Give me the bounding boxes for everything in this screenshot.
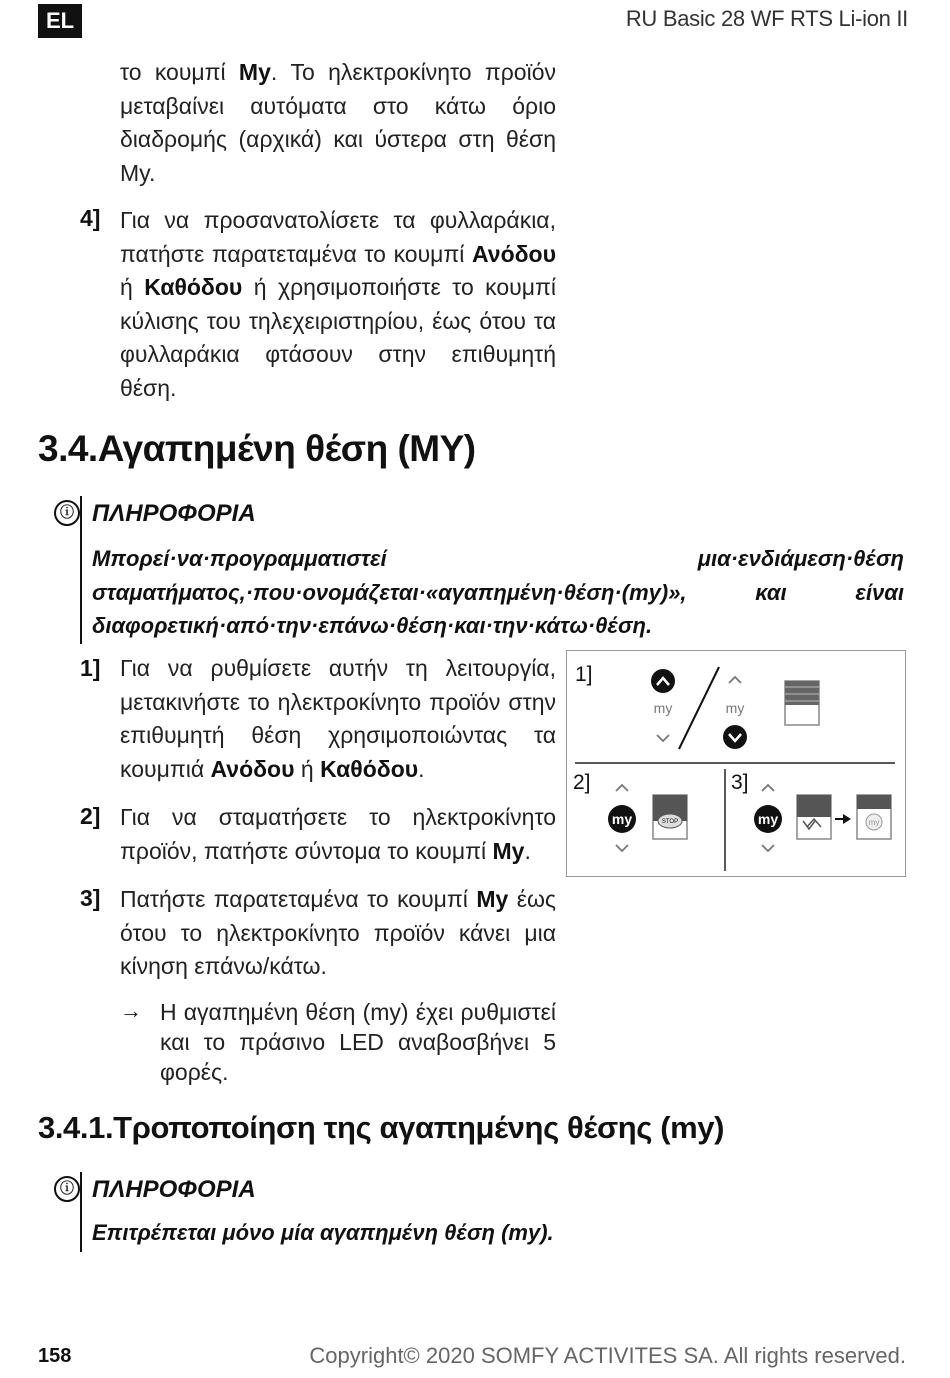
my-label: my — [725, 700, 745, 716]
result-arrow: → — [120, 998, 142, 1023]
info-divider — [80, 1172, 82, 1252]
step-number: 1] — [80, 655, 101, 681]
info-text: Μπορεί·να·προγραμματιστεί μια·ενδιάμεση·θέση σταματήματος,·που·ονομάζεται·«αγαπημένη·θέση·(my)», και είναι διαφορετική·από·την·επάνω·θέση·και·την·κάτω·θέση. — [92, 546, 904, 638]
remote-my-pressed-icon — [608, 785, 636, 851]
step-3-continuation: το κουμπί My. Το ηλεκτροκίνητο προϊόν μεταβαίνει αυτόματα στο κάτω όριο διαδρομής (αρχικά) και ύστερα στη θέση My. — [120, 59, 556, 186]
info-title: ΠΛΗΡΟΦΟΡΙΑ — [92, 500, 256, 527]
info-icon: ⓘ — [54, 500, 80, 526]
figure-illustration — [567, 651, 905, 876]
subsection-heading: 3.4.1.Τροποποίηση της αγαπημένης θέσης (my) — [38, 1110, 725, 1145]
remote-down-pressed-icon — [723, 677, 747, 749]
step-4-text: Για να προσανατολίσετε τα φυλλαράκια, πατήστε παρατεταμένα το κουμπί Ανόδου ή Καθόδου ή χρησιμοποιήστε το κουμπί κύλισης του τηλεχειριστηρίου, έως ότου τα φυλλαράκια φτάσουν στην επιθυμητή θέση. — [120, 207, 556, 401]
stop-label: STOP — [661, 819, 679, 825]
blind-up-down-icon — [797, 795, 831, 839]
my-label: my — [611, 811, 633, 827]
step-number: 4] — [80, 205, 101, 231]
blind-my-position-icon — [857, 795, 891, 839]
figure-label-1: 1] — [575, 663, 593, 686]
result-text: Η αγαπημένη θέση (my) έχει ρυθμιστεί και το πράσινο LED αναβοσβήνει 5 φορές. — [160, 999, 556, 1085]
remote-my-long-press-icon — [754, 785, 782, 851]
my-label: my — [757, 811, 779, 827]
arrow-right-icon — [835, 814, 851, 824]
my-label: my — [653, 700, 673, 716]
figure-label-2: 2] — [573, 771, 591, 794]
language-badge: EL — [38, 4, 82, 38]
instruction-figure — [566, 650, 906, 877]
document-title: RU Basic 28 WF RTS Li-ion II — [625, 6, 908, 31]
info-divider — [80, 496, 82, 644]
step-number: 2] — [80, 803, 101, 829]
step-3-text: Πατήστε παρατεταμένα το κουμπί My έως ότου το ηλεκτροκίνητο προϊόν κάνει μια κίνηση επάνω/κάτω. — [120, 886, 557, 979]
info-text: Επιτρέπεται μόνο μία αγαπημένη θέση (my). — [92, 1220, 554, 1245]
blind-stop-icon — [653, 795, 687, 839]
copyright: Copyright© 2020 SOMFY ACTIVITES SA. All rights reserved. — [309, 1343, 906, 1368]
remote-up-pressed-icon — [651, 669, 675, 741]
step-2-text: Για να σταματήσετε το ηλεκτροκίνητο προϊόν, πατήστε σύντομα το κουμπί My. — [120, 804, 556, 864]
page-number: 158 — [38, 1345, 72, 1367]
step-number: 3] — [80, 885, 101, 911]
step-1-text: Για να ρυθμίσετε αυτήν τη λειτουργία, μετακινήστε το ηλεκτροκίνητο προϊόν στην επιθυμητή θέση χρησιμοποιώντας τα κουμπιά Ανόδου ή Καθόδου. — [120, 655, 556, 782]
blind-half-closed-icon — [785, 681, 819, 725]
section-heading: 3.4.Αγαπημένη θέση (MY) — [38, 428, 476, 469]
figure-label-3: 3] — [731, 771, 749, 794]
info-title: ΠΛΗΡΟΦΟΡΙΑ — [92, 1176, 256, 1203]
info-icon: ⓘ — [54, 1176, 80, 1202]
my-label: my — [868, 818, 880, 827]
